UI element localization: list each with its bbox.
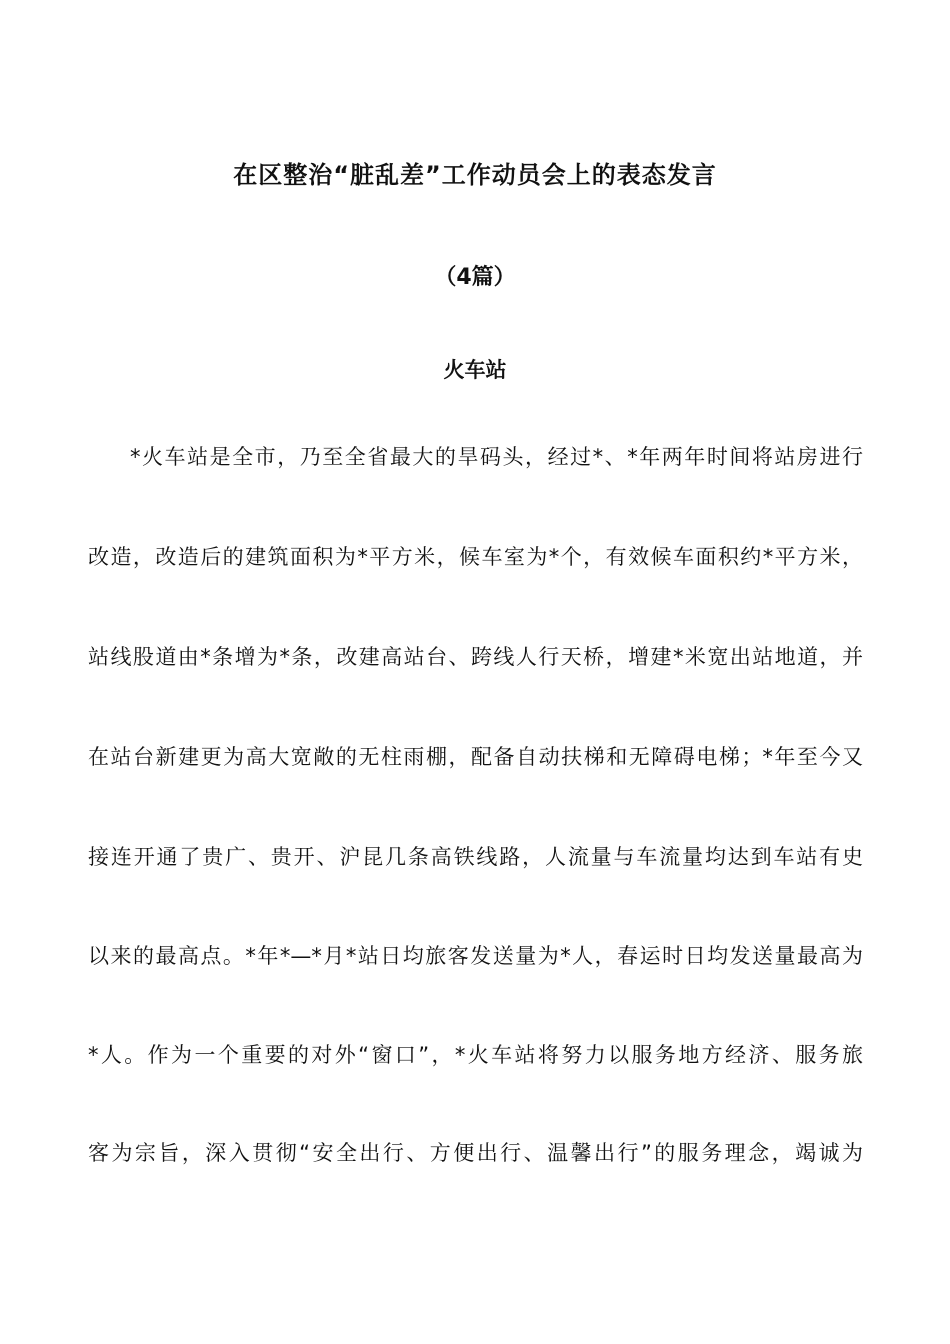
paragraph-line: 接连开通了贵广、贵开、沪昆几条高铁线路，人流量与车流量均达到车站有史: [88, 845, 863, 869]
paragraph-line: 以来的最高点。*年*—*月*站日均旅客发送量为*人，春运时日均发送量最高为: [88, 944, 863, 968]
section-heading: 火车站: [443, 358, 507, 382]
document-title: 在区整治“脏乱差”工作动员会上的表态发言: [233, 161, 717, 189]
paragraph-line: 客为宗旨，深入贯彻“安全出行、方便出行、温馨出行”的服务理念，竭诚为: [88, 1141, 863, 1165]
paragraph-line: 改造，改造后的建筑面积为*平方米，候车室为*个，有效候车面积约*平方米，: [88, 545, 863, 569]
paragraph-line: *火车站是全市，乃至全省最大的旱码头，经过*、*年两年时间将站房进行: [130, 445, 863, 469]
paragraph-line: *人。作为一个重要的对外“窗口”，*火车站将努力以服务地方经济、服务旅: [88, 1043, 863, 1067]
paragraph-line: 站线股道由*条增为*条，改建高站台、跨线人行天桥，增建*米宽出站地道，并: [88, 645, 863, 669]
paragraph-line: 在站台新建更为高大宽敞的无柱雨棚，配备自动扶梯和无障碍电梯；*年至今又: [88, 745, 863, 769]
document-subtitle: （4篇）: [434, 265, 516, 290]
